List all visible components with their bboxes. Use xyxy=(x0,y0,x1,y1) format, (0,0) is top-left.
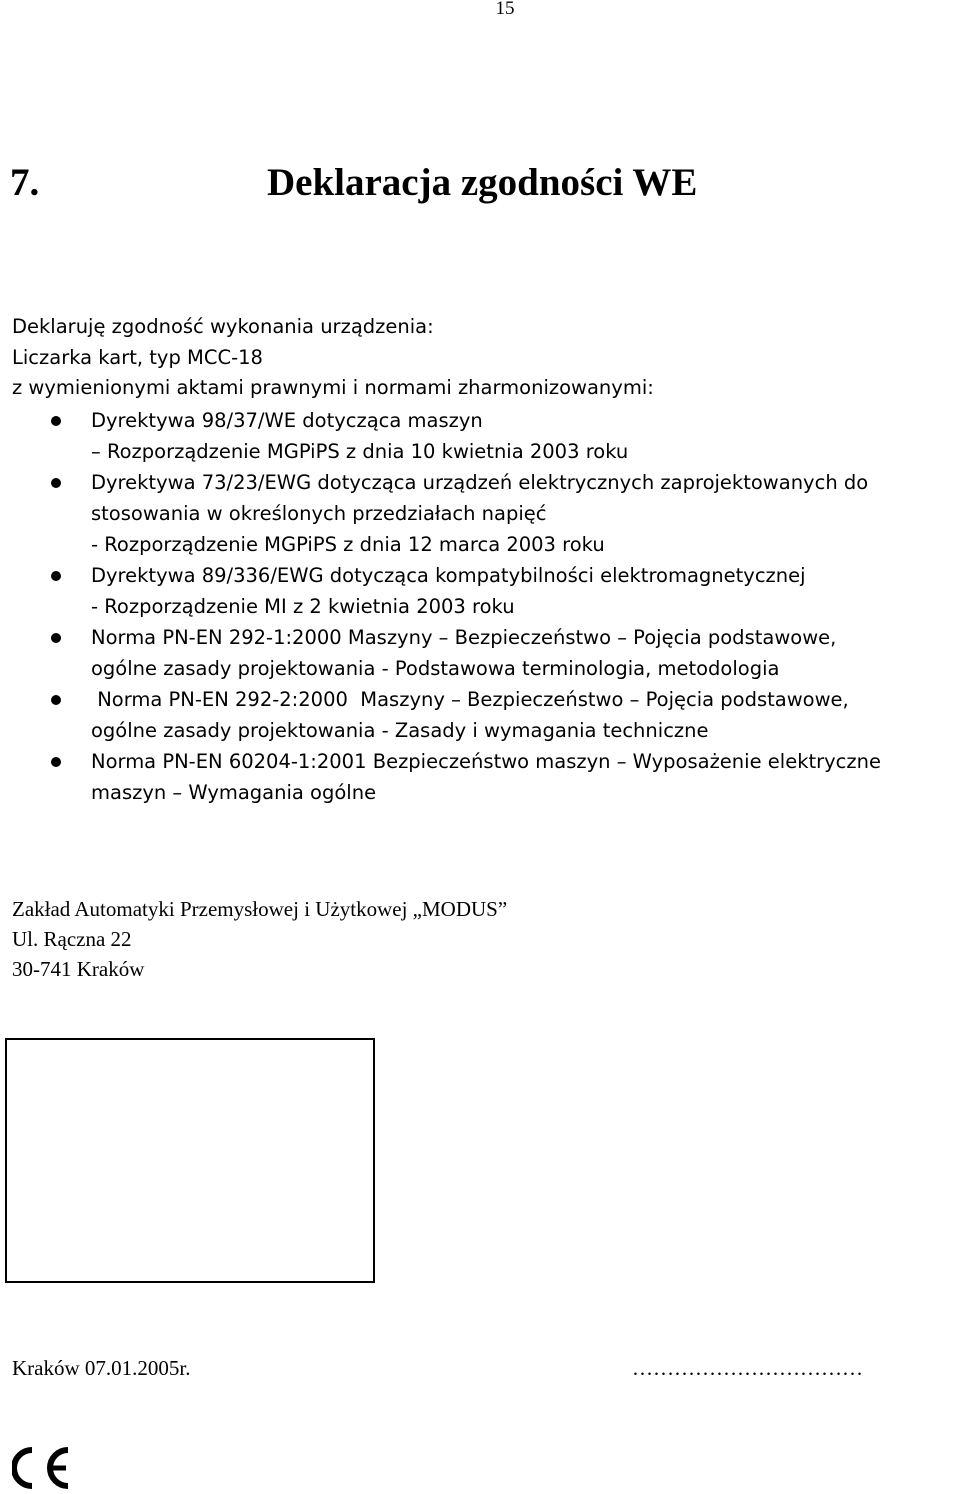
directive-line: Norma PN-EN 60204-1:2001 Bezpieczeństwo maszyn – Wyposażenie elektryczne xyxy=(91,750,881,773)
company-address xyxy=(12,894,507,984)
list-item xyxy=(0,684,881,746)
directive-line: Dyrektywa 73/23/EWG dotycząca urządzeń elektrycznych zaprojektowanych do xyxy=(91,471,869,494)
directive-line: Dyrektywa 98/37/WE dotycząca maszyn xyxy=(91,409,483,432)
place-date: Kraków 07.01.2005r. xyxy=(12,1356,191,1380)
directive-line: - Rozporządzenie MGPiPS z dnia 12 marca 2003 roku xyxy=(91,533,605,556)
list-item xyxy=(0,560,881,622)
company-name: Zakład Automatyki Przemysłowej i Użytkowej „MODUS” xyxy=(12,897,508,921)
directive-line: maszyn – Wymagania ogólne xyxy=(91,781,377,804)
list-item xyxy=(0,405,881,467)
page-number: 15 xyxy=(495,0,515,19)
intro-line: Deklaruję zgodność wykonania urządzenia: xyxy=(12,315,434,338)
directive-line: – Rozporządzenie MGPiPS z dnia 10 kwietnia 2003 roku xyxy=(91,440,629,463)
directive-line: - Rozporządzenie MI z 2 kwietnia 2003 roku xyxy=(91,595,515,618)
directive-line: stosowania w określonych przedziałach napięć xyxy=(91,502,547,525)
directive-line: Dyrektywa 89/336/EWG dotycząca kompatybilności elektromagnetycznej xyxy=(91,564,806,587)
stamp-box xyxy=(5,1038,375,1283)
list-item xyxy=(0,746,881,808)
intro-line: z wymienionymi aktami prawnymi i normami zharmonizowanymi: xyxy=(12,376,654,399)
device-name: Liczarka kart, typ MCC-18 xyxy=(12,345,263,369)
company-city: 30-741 Kraków xyxy=(12,957,145,981)
directive-line: Norma PN-EN 292-1:2000 Maszyny – Bezpieczeństwo – Pojęcia podstawowe, xyxy=(91,626,837,649)
directive-line: Norma PN-EN 292-2:2000 Maszyny – Bezpieczeństwo – Pojęcia podstawowe, xyxy=(91,688,849,711)
ce-mark-icon xyxy=(12,1446,74,1490)
directive-line: ogólne zasady projektowania - Podstawowa terminologia, metodologia xyxy=(91,657,780,680)
section-number: 7. xyxy=(10,161,40,204)
list-item xyxy=(0,467,881,560)
company-street: Ul. Rączna 22 xyxy=(12,927,132,951)
declaration-intro xyxy=(12,312,654,404)
list-item xyxy=(0,622,881,684)
directives-list xyxy=(0,405,881,808)
page-title xyxy=(10,160,697,205)
section-title: Deklaracja zgodności WE xyxy=(267,161,698,204)
signature-line: …………………………… xyxy=(632,1356,863,1380)
directive-line: ogólne zasady projektowania - Zasady i wymagania techniczne xyxy=(91,719,709,742)
